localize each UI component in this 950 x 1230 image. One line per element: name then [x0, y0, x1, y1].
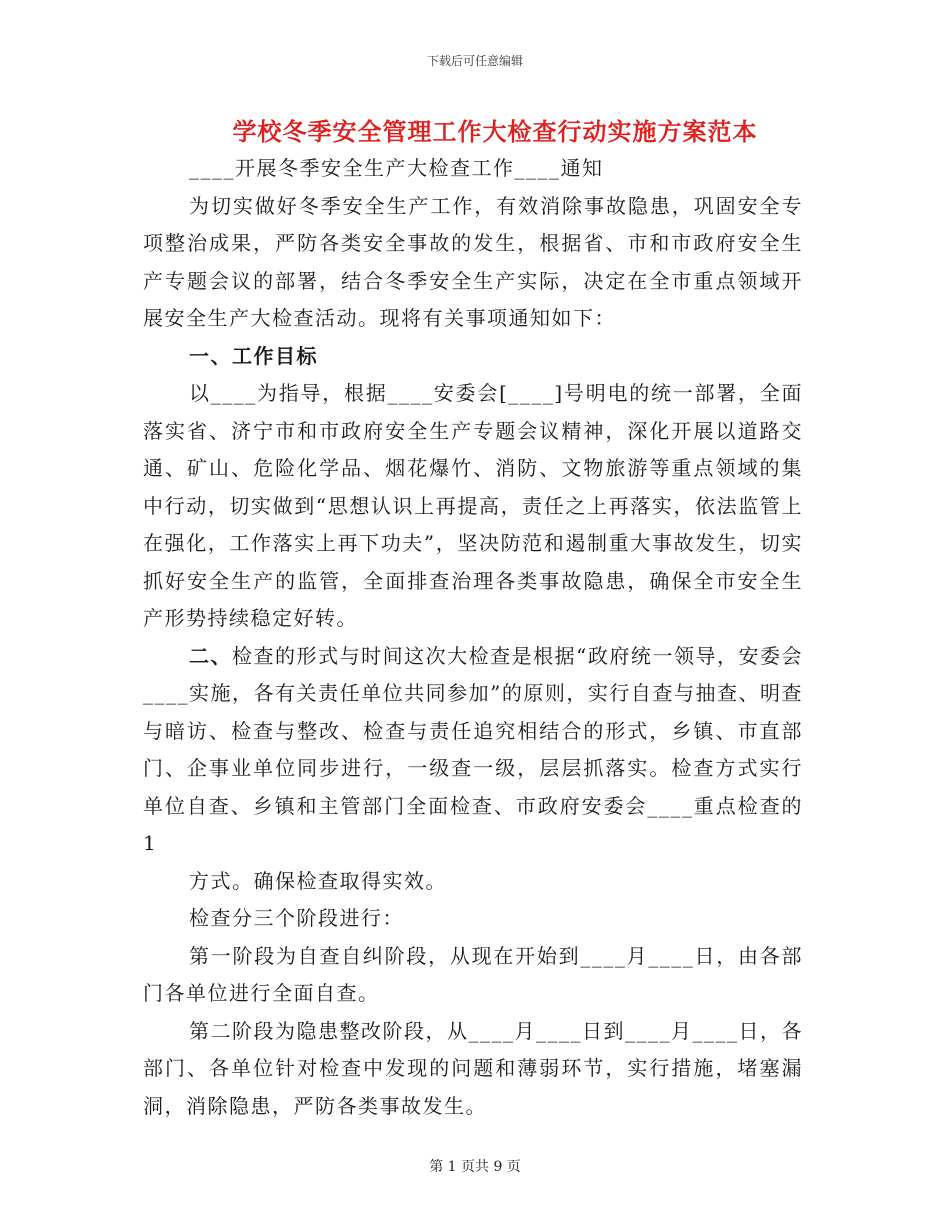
method-paragraph: 方式。确保检查取得实效。	[189, 868, 447, 893]
document-body	[143, 150, 803, 1125]
page-footer: 第 1 页共 9 页	[429, 1159, 521, 1175]
section-heading-2-inline: 二、	[189, 643, 233, 668]
stages-intro: 检查分三个阶段进行：	[189, 906, 404, 930]
goal-paragraph: 以____为指导，根据____安委会[____]号明电的统一部署，全面落实省、济宁市和市政府安全生产专题会议精神，深化开展以道路交通、矿山、危险化学品、烟花爆竹、消防、文物旅游等重点领域的集中行动，切实做到“思想认识上再提高，责任之上再落实，依法监管上在强化，工作落实上再下功夫”，坚决防范和遏制重大事故发生，切实抓好安全生产的监管，全面排查治理各类事故隐患，确保全市安全生产形势持续稳定好转。	[143, 381, 803, 630]
form-time-paragraph	[143, 638, 803, 863]
intro-paragraph: 为切实做好冬季安全生产工作，有效消除事故隐患，巩固安全专项整治成果，严防各类安全事故的发生，根据省、市和市政府安全生产专题会议的部署，结合冬季安全生产实际，决定在全市重点领域开展安全生产大检查活动。现将有关事项通知如下：	[143, 193, 803, 330]
stage-2-paragraph: 第二阶段为隐患整改阶段，从____月____日到____月____日，各部门、各单位针对检查中发现的问题和薄弱环节，实行措施，堵塞漏洞，消除隐患，严防各类事故发生。	[143, 1018, 803, 1118]
header-note: 下载后可任意编辑	[426, 54, 523, 68]
form-time-text: 检查的形式与时间这次大检查是根据“政府统一领导，安委会____实施，各有关责任单位共同参加”的原则，实行自查与抽查、明查与暗访、检查与整改、检查与责任追究相结合的形式，乡镇、市直部门、企事业单位同步进行，一级查一级，层层抓落实。检查方式实行单位自查、乡镇和主管部门全面检查、市政府安委会____重点检查的1	[143, 643, 804, 855]
stage-1-paragraph: 第一阶段为自查自纠阶段，从现在开始到____月____日，由各部门各单位进行全面自查。	[143, 943, 803, 1005]
notice-heading: ____开展冬季安全生产大检查工作____通知	[189, 156, 604, 180]
document-title: 学校冬季安全管理工作大检查行动实施方案范本	[232, 117, 758, 146]
section-heading-1: 一、工作目标	[189, 343, 318, 368]
